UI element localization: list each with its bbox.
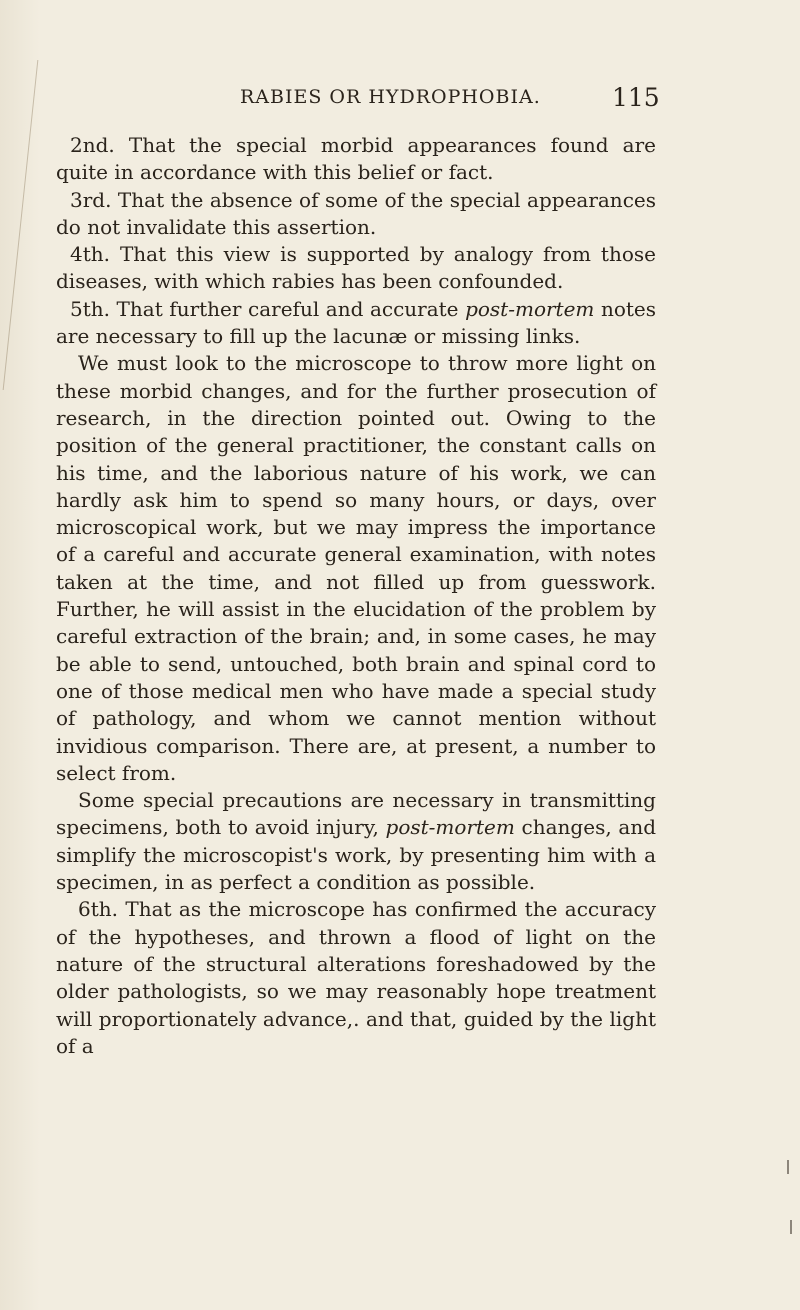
body-text — [56, 132, 656, 1060]
paper-speck — [787, 1160, 789, 1174]
paragraph-precautions — [56, 787, 656, 896]
paragraph-text: 5th. That further careful and accurate — [70, 296, 466, 321]
paragraph-text: 3rd. That the absence of some of the special appearances do not invalidate this assertion. — [56, 187, 656, 239]
paragraph-text: changes, and simplify the microscopist's work, by presenting him with a specimen, in as perfect a condition as possible. — [56, 815, 656, 895]
paragraph-text: Some special precautions are necessary in transmitting specimens, both to avoid injury, — [56, 788, 656, 840]
running-header — [0, 83, 800, 116]
paragraph-3rd — [56, 187, 656, 242]
paragraph-6th — [56, 896, 656, 1060]
italic-term: post-mortem — [465, 296, 595, 321]
paragraph-text: notes are necessary to fill up the lacunæ or missing links. — [56, 296, 657, 349]
page-number: 115 — [612, 83, 660, 112]
italic-term: post-mortem — [385, 815, 515, 840]
paragraph-microscope — [56, 350, 656, 787]
paragraph-4th — [56, 241, 656, 296]
running-title: RABIES OR HYDROPHOBIA. — [240, 86, 541, 108]
paragraph-text: 6th. That as the microscope has confirmed the accuracy of the hypotheses, and thrown a flood of light on the nature of the structural alterations foreshadowed by the older pathologists, so we may reasonably hope treatment will proportionately advance,. and that, guided by the light of a — [56, 897, 656, 1058]
paragraph-text: We must look to the microscope to throw more light on these morbid changes, and for the further prosecution of research, in the direction pointed out. Owing to the position of the general practitioner, the constant calls on his time, and the laborious nature of his work, we can hardly ask him to spend so many hours, or days, over microscopical work, but we may impress the importance of a careful and accurate general examination, with notes taken at the time, and not filled up from guesswork. Further, he will assist in the elucidation of the problem by careful extraction of the brain; and, in some cases, he may be able to send, untouched, both brain and spinal cord to one of those medical men who have made a special study of pathology, and whom we cannot mention without invidious comparison. There are, at present, a number to select from. — [56, 351, 656, 785]
paragraph-5th — [56, 296, 656, 351]
paper-speck — [790, 1220, 792, 1234]
paragraph-text: 4th. That this view is supported by analogy from those diseases, with which rabies has been confounded. — [56, 242, 656, 294]
paragraph-2nd — [56, 132, 656, 187]
paragraph-text: 2nd. That the special morbid appearances found are quite in accordance with this belief or fact. — [56, 133, 656, 185]
